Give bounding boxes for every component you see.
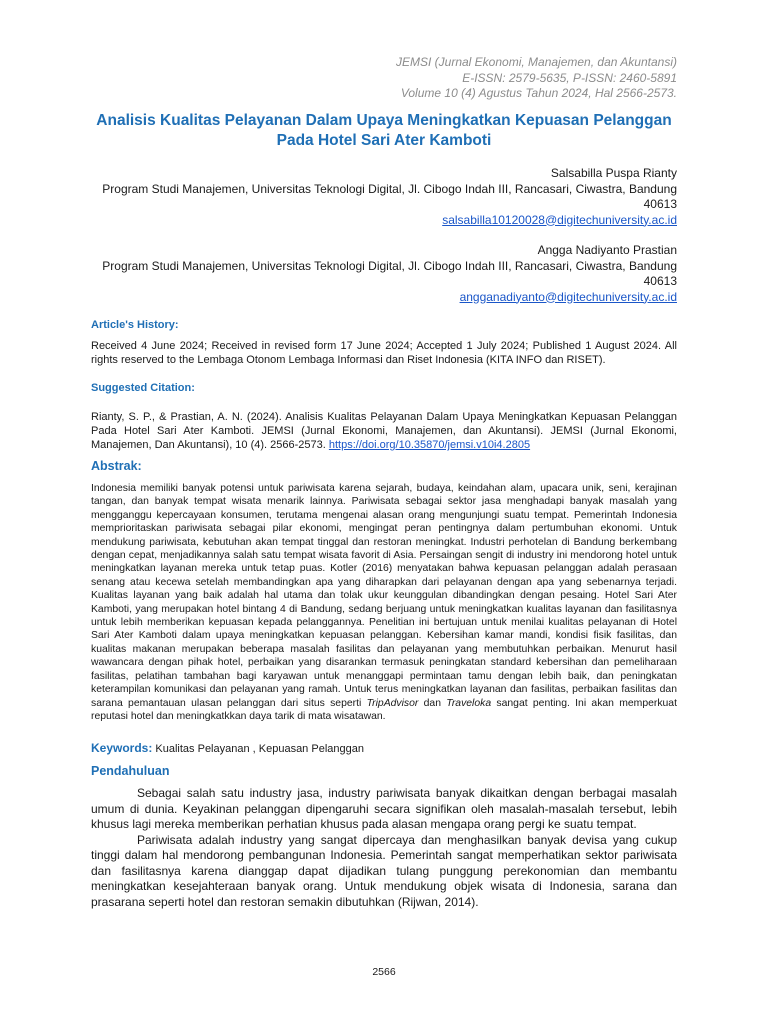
journal-volume: Volume 10 (4) Agustus Tahun 2024, Hal 2566-2573. bbox=[400, 86, 677, 100]
author-1 bbox=[91, 166, 677, 228]
introduction-body bbox=[91, 786, 677, 910]
keywords-line bbox=[91, 741, 364, 755]
author-2 bbox=[91, 243, 677, 305]
keywords-text: Kualitas Pelayanan , Kepuasan Pelanggan bbox=[152, 743, 364, 755]
suggested-citation-heading: Suggested Citation: bbox=[91, 382, 195, 394]
journal-name: JEMSI (Jurnal Ekonomi, Manajemen, dan Akuntansi) bbox=[395, 55, 677, 69]
citation-text bbox=[91, 410, 677, 452]
author-name: Salsabilla Puspa Rianty bbox=[550, 166, 677, 180]
keywords-label: Keywords: bbox=[91, 741, 153, 755]
doi-link[interactable]: https://doi.org/10.35870/jemsi.v10i4.2805 bbox=[328, 439, 531, 451]
abstract-text bbox=[91, 482, 677, 723]
introduction-heading: Pendahuluan bbox=[91, 764, 170, 778]
abstract-italic-tripadvisor: TripAdvisor bbox=[366, 697, 419, 709]
page-number: 2566 bbox=[372, 966, 396, 978]
citation-body: Rianty, S. P., & Prastian, A. N. (2024). Analisis Kualitas Pelayanan Dalam Upaya Meningkatkan Kepuasan Pelanggan Pada Hotel Sari Ater Kamboti. JEMSI (Jurnal Ekonomi, Manajemen, dan Akuntansi). JEMSI (Jurnal Ekonomi, Manajemen, Dan Akuntansi), 10 (4). 2566-2573. bbox=[91, 411, 677, 451]
abstract-body: Indonesia memiliki banyak potensi untuk pariwisata karena sejarah, budaya, keindahan alam, upacara unik, seni, kerajinan tangan, dan banyak tempat wisata menarik lainnya. Pariwisata sebagai sektor jasa menghadapi banyak masalah yang mengganggu kepercayaan konsumen, terutama mengenai alasan orang mengunjungi suatu tempat. Pemerintah Indonesia memprioritaskan pariwisata sebagai pilar ekonomi, mengingat peran pentingnya dalam pertumbuhan ekonomi. Untuk mendukung pariwisata, kebutuhan akan tempat tinggal dan restoran meningkat. Industri perhotelan di Bandung berkembang dengan cepat, menjadikannya salah satu tempat wisata favorit di Asia. Persaingan sengit di industry ini mendorong hotel untuk meningkatkan layanan mereka untuk tetap puas. Kotler (2016) menyatakan bahwa kepuasan pelanggan adalah perasaan senang atau kecewa setelah membandingkan apa yang diharapkan dari pelayanan dengan apa yang sebenarnya terjadi. Kualitas layanan yang baik adalah hal utama dan tolak ukur keunggulan dibandingkan dengan pesaing. Hotel Sari Ater Kamboti, yang merupakan hotel bintang 4 di Bandung, sedang berjuang untuk meningkatkan kualitas layanan dan fasilitasnya untuk lebih memberikan kepuasan kepada pelanggannya. Penelitian ini bertujuan untuk menilai kualitas pelayanan di Hotel Sari Ater Kamboti dalam upaya meningkatkan kepuasan pelanggan. Kebersihan kamar mandi, kondisi fisik fasilitas, dan kualitas makanan merupakan beberapa masalah fasilitas dan pelayanan yang membutuhkan perbaikan. Menurut hasil wawancara dengan pihak hotel, perbaikan yang disarankan termasuk peningkatan standard kebersihan dan pemeliharaan fasilitas, pelatihan tambahan bagi karyawan untuk menanggapi permintaan tamu dengan lebih baik, dan peningkatan keterampilan komunikasi dan pelayanan yang ramah. Untuk terus meningkatkan layanan dan fasilitas, perbaikan fasilitas dan sarana pemantauan ulasan pelanggan dari situs seperti bbox=[91, 483, 677, 709]
abstract-heading: Abstrak: bbox=[91, 459, 142, 473]
abstract-connector: dan bbox=[418, 697, 447, 709]
author-affiliation: Program Studi Manajemen, Universitas Teknologi Digital, Jl. Cibogo Indah III, Rancasari, Ciwastra, Bandung 40613 bbox=[102, 258, 677, 288]
journal-issn: E-ISSN: 2579-5635, P-ISSN: 2460-5891 bbox=[462, 70, 677, 85]
authors-block bbox=[91, 166, 677, 320]
author-email-link[interactable]: salsabilla10120028@digitechuniversity.ac.id bbox=[442, 212, 677, 227]
abstract-ending: sangat penting. Ini akan memperkuat reputasi hotel dan meningkatkkan daya tarik di mata wisatawan. bbox=[91, 697, 677, 722]
intro-paragraph: Sebagai salah satu industry jasa, industry pariwisata banyak dikaitkan dengan berbagai masalah umum di dunia. Keyakinan pelanggan dipengaruhi secara signifikan oleh masalah-masalah tersebut, lebih khusus lagi mereka memberikan perhatian khusus pada alasan mengapa orang pergi ke suatu tempat. bbox=[91, 786, 677, 831]
article-history-heading: Article's History: bbox=[91, 319, 179, 331]
intro-paragraph: Pariwisata adalah industry yang sangat dipercaya dan menghasilkan banyak devisa yang cukup tinggi dalam hal mendorong pembangunan Indonesia. Pemerintah sangat memperhatikan sektor pariwisata dan fasilitasnya karena dianggap dapat dijadikan tulang punggung perekonomian dan membantu meningkatkan kesejahteraan banyak orang. Untuk mendukung objek wisata di Indonesia, sarana dan prasarana seperti hotel dan restoran semakin dibutuhkan (Rijwan, 2014). bbox=[91, 832, 677, 909]
article-history-text: Received 4 June 2024; Received in revised form 17 June 2024; Accepted 1 July 2024; Published 1 August 2024. All rights reserved to the Lembaga Otonom Lembaga Informasi dan Riset Indonesia (KITA INFO dan RISET). bbox=[91, 340, 677, 366]
journal-header bbox=[396, 55, 677, 102]
author-email-link[interactable]: angganadiyanto@digitechuniversity.ac.id bbox=[459, 289, 677, 304]
author-name: Angga Nadiyanto Prastian bbox=[537, 243, 677, 257]
author-affiliation: Program Studi Manajemen, Universitas Teknologi Digital, Jl. Cibogo Indah III, Rancasari, Ciwastra, Bandung 40613 bbox=[102, 181, 677, 211]
paper-title: Analisis Kualitas Pelayanan Dalam Upaya Meningkatkan Kepuasan Pelanggan Pada Hotel Sari Ater Kamboti bbox=[96, 112, 672, 149]
abstract-italic-traveloka: Traveloka bbox=[446, 697, 492, 709]
